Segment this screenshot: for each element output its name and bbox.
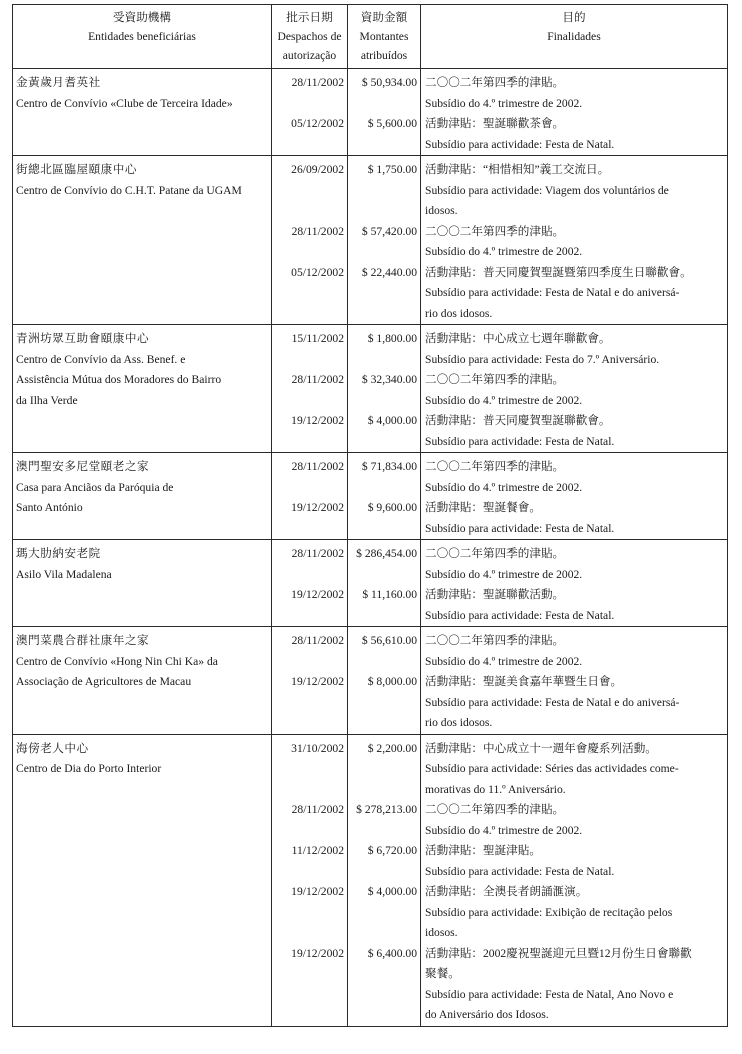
amount-value: $ 32,340.00 (361, 373, 417, 386)
purpose-pt: Subsídio para actividade: Festa do 7.º Aniversário. (425, 352, 660, 366)
purpose-cn: 活動津貼：普天同慶賀聖誕暨第四季度生日聯歡會。 (425, 265, 692, 279)
purpose-pt: idosos. (425, 926, 458, 939)
purpose-entry (421, 160, 727, 222)
entity-name-pt: Centro de Convívio da Ass. Benef. e (16, 352, 186, 366)
amount-value: $ 6,720.00 (367, 844, 417, 857)
purpose-pt: Subsídio para actividade: Festa de Natal. (425, 608, 615, 622)
amount-value: $ 278,213.00 (356, 803, 417, 816)
purpose-pt: Subsídio para actividade: Festa de Natal, Ano Novo e (425, 987, 674, 1001)
purpose-entry (421, 631, 727, 672)
purpose-pt: Subsídio para actividade: Viagem dos voluntários de (425, 183, 669, 197)
approval-date: 28/11/2002 (291, 76, 344, 89)
purpose-cn: 活動津貼：中心成立十一週年會慶系列活動。 (425, 741, 657, 755)
approval-date: 19/12/2002 (291, 675, 344, 688)
approval-date: 15/11/2002 (291, 332, 344, 345)
amount-cell (348, 453, 421, 540)
header-purposes (421, 5, 728, 69)
purpose-cn: 活動津貼：聖誕聯歡活動。 (425, 588, 565, 601)
amount-value: $ 71,834.00 (361, 460, 417, 473)
approval-date: 31/10/2002 (291, 741, 344, 755)
approval-date: 28/11/2002 (291, 634, 344, 647)
table-row (13, 325, 728, 453)
purpose-cn: 活動津貼：聖誕美食嘉年華暨生日會。 (425, 675, 623, 688)
header-amounts-pt1: Montantes (359, 30, 409, 43)
table-row (13, 627, 728, 735)
amount-cell (348, 325, 421, 453)
entity-name-pt: Casa para Anciãos da Paróquia de (16, 480, 174, 494)
entity-name-pt: Centro de Convívio «Clube de Terceira Idade» (16, 96, 233, 110)
approval-date: 28/11/2002 (291, 460, 344, 473)
approval-date: 28/11/2002 (291, 373, 344, 386)
entity-name-cn: 街總北區臨屋頤康中心 (16, 163, 137, 176)
entity-name-cn: 澳門菜農合群社康年之家 (16, 634, 150, 647)
header-amounts-cn: 資助金額 (360, 11, 408, 24)
date-cell (272, 325, 348, 453)
purpose-entry (421, 263, 727, 325)
entity-name-pt: Centro de Convívio do C.H.T. Patane da UGAM (16, 183, 242, 197)
approval-date: 05/12/2002 (291, 117, 344, 130)
purpose-cell (421, 325, 728, 453)
amount-value: $ 1,800.00 (367, 332, 417, 345)
amount-value: $ 50,934.00 (361, 76, 417, 89)
purpose-pt: do Aniversário dos Idosos. (425, 1008, 549, 1021)
purpose-cn: 活動津貼：“相惜相知”義工交流日。 (425, 163, 610, 176)
entity-name-pt: Centro de Dia do Porto Interior (16, 762, 162, 775)
purpose-pt: Subsídio do 4.º trimestre de 2002. (425, 567, 583, 581)
amount-cell (348, 627, 421, 735)
header-dates-pt2: autorização (282, 49, 337, 62)
approval-date: 19/12/2002 (291, 501, 344, 514)
approval-date: 05/12/2002 (291, 265, 344, 279)
purpose-entry (421, 739, 727, 801)
purpose-cn: 活動津貼：全澳長者朗誦滙演。 (425, 885, 588, 898)
purpose-entry (421, 498, 727, 539)
purpose-pt: Subsídio para actividade: Exibição de recitação pelos (425, 905, 673, 919)
purpose-cn: 活動津貼：普天同慶賀聖誕聯歡會。 (425, 414, 611, 427)
amount-cell (348, 734, 421, 1026)
table-header-row (13, 5, 728, 69)
header-amounts-pt2: atribuídos (360, 49, 408, 62)
purpose-entry (421, 800, 727, 841)
purpose-pt: Subsídio para actividade: Séries das actividades come- (425, 762, 679, 775)
purpose-cell (421, 734, 728, 1026)
amount-value: $ 4,000.00 (367, 885, 417, 898)
date-cell (272, 540, 348, 627)
approval-date: 19/12/2002 (291, 885, 344, 898)
date-cell (272, 453, 348, 540)
table-row (13, 540, 728, 627)
purpose-entry (421, 222, 727, 263)
header-amounts (348, 5, 421, 69)
amount-value: $ 6,400.00 (367, 946, 417, 960)
date-cell (272, 627, 348, 735)
purpose-pt: Subsídio para actividade: Festa de Natal e do aniversá- (425, 286, 680, 299)
purpose-pt: Subsídio para actividade: Festa de Natal. (425, 434, 615, 448)
purpose-cn: 二〇〇二年第四季的津貼。 (425, 373, 565, 386)
amount-value: $ 56,610.00 (361, 634, 417, 647)
purpose-pt: Subsídio para actividade: Festa de Natal. (425, 521, 615, 535)
date-cell (272, 734, 348, 1026)
approval-date: 19/12/2002 (291, 946, 344, 960)
entity-cell (13, 540, 272, 627)
table-row (13, 69, 728, 156)
entity-name-cn: 青洲坊眾互助會頤康中心 (16, 332, 150, 345)
entity-name-pt: Santo António (16, 501, 83, 514)
entity-name-pt: Associação de Agricultores de Macau (16, 675, 192, 688)
purpose-entry (421, 672, 727, 734)
approval-date: 26/09/2002 (291, 163, 344, 176)
purpose-cn: 活動津貼：2002慶祝聖誕迎元旦暨12月份生日會聯歡 (425, 946, 692, 960)
purpose-entry (421, 329, 727, 370)
purpose-entry (421, 411, 727, 452)
purpose-pt: rio dos idosos. (425, 716, 493, 729)
purpose-cn: 二〇〇二年第四季的津貼。 (425, 76, 565, 89)
date-cell (272, 156, 348, 325)
entity-cell (13, 453, 272, 540)
amount-value: $ 2,200.00 (367, 741, 417, 755)
approval-date: 19/12/2002 (291, 588, 344, 601)
purpose-pt: Subsídio do 4.º trimestre de 2002. (425, 393, 583, 407)
amount-value: $ 1,750.00 (367, 163, 417, 176)
purpose-pt: Subsídio para actividade: Festa de Natal. (425, 864, 615, 878)
purpose-pt: idosos. (425, 204, 458, 217)
purpose-entry (421, 544, 727, 585)
amount-cell (348, 156, 421, 325)
entity-name-cn: 海傍老人中心 (16, 741, 89, 755)
amount-value: $ 5,600.00 (367, 117, 417, 130)
header-entities-cn: 受資助機構 (113, 11, 171, 24)
entity-cell (13, 734, 272, 1026)
purpose-cell (421, 540, 728, 627)
amount-value: $ 22,440.00 (361, 265, 417, 279)
purpose-entry (421, 841, 727, 882)
header-dates (272, 5, 348, 69)
subsidy-table (12, 4, 728, 1027)
amount-cell (348, 69, 421, 156)
approval-date: 28/11/2002 (291, 547, 344, 560)
purpose-cn: 活動津貼：聖誕餐會。 (425, 501, 541, 514)
purpose-entry (421, 73, 727, 114)
entity-name-cn: 澳門聖安多尼堂頤老之家 (16, 460, 150, 473)
purpose-entry (421, 944, 727, 1026)
purpose-cell (421, 69, 728, 156)
amount-value: $ 9,600.00 (367, 501, 417, 514)
purpose-entry (421, 882, 727, 944)
entity-name-pt: Assistência Mútua dos Moradores do Bairro (16, 373, 222, 386)
purpose-cn-continued: 聚餐。 (425, 967, 460, 980)
purpose-entry (421, 585, 727, 626)
purpose-cn: 二〇〇二年第四季的津貼。 (425, 634, 565, 647)
purpose-cell (421, 156, 728, 325)
purpose-pt: rio dos idosos. (425, 306, 493, 320)
purpose-pt: Subsídio do 4.º trimestre de 2002. (425, 823, 583, 837)
header-entities-pt: Entidades beneficiárias (88, 30, 196, 43)
amount-value: $ 286,454.00 (356, 547, 417, 560)
entity-cell (13, 627, 272, 735)
purpose-pt: Subsídio para actividade: Festa de Natal. (425, 137, 615, 151)
header-purposes-cn: 目的 (562, 11, 586, 24)
table-row (13, 734, 728, 1026)
purpose-pt: Subsídio do 4.º trimestre de 2002. (425, 96, 583, 110)
purpose-pt: Subsídio do 4.º trimestre de 2002. (425, 480, 583, 494)
purpose-cn: 活動津貼：中心成立七週年聯歡會。 (425, 332, 611, 345)
purpose-cn: 二〇〇二年第四季的津貼。 (425, 224, 565, 238)
purpose-pt: morativas do 11.º Aniversário. (425, 782, 566, 796)
amount-value: $ 57,420.00 (361, 224, 417, 238)
amount-value: $ 4,000.00 (367, 414, 417, 427)
table-body (13, 69, 728, 1027)
entity-name-pt: da Ilha Verde (16, 393, 78, 407)
entity-name-pt: Asilo Vila Madalena (16, 567, 112, 581)
table-row (13, 453, 728, 540)
purpose-cn: 二〇〇二年第四季的津貼。 (425, 803, 565, 816)
entity-name-pt: Centro de Convívio «Hong Nin Chi Ka» da (16, 654, 218, 668)
entity-name-cn: 瑪大肋納安老院 (16, 547, 101, 560)
amount-cell (348, 540, 421, 627)
document-page (12, 4, 727, 1027)
purpose-entry (421, 114, 727, 155)
entity-name-cn: 金黃歲月耆英社 (16, 76, 101, 89)
purpose-cn: 活動津貼：聖誕聯歡茶會。 (425, 117, 565, 130)
purpose-cn: 活動津貼：聖誕津貼。 (425, 844, 541, 857)
purpose-cn: 二〇〇二年第四季的津貼。 (425, 460, 565, 473)
purpose-pt: Subsídio do 4.º trimestre de 2002. (425, 654, 583, 668)
approval-date: 28/11/2002 (291, 803, 344, 816)
purpose-pt: Subsídio do 4.º trimestre de 2002. (425, 245, 583, 258)
header-dates-cn: 批示日期 (286, 11, 333, 24)
amount-value: $ 11,160.00 (362, 588, 417, 601)
purpose-cn: 二〇〇二年第四季的津貼。 (425, 547, 565, 560)
entity-cell (13, 156, 272, 325)
entity-cell (13, 69, 272, 156)
amount-value: $ 8,000.00 (367, 675, 417, 688)
purpose-entry (421, 370, 727, 411)
header-entities (13, 5, 272, 69)
header-purposes-pt: Finalidades (547, 30, 601, 43)
approval-date: 11/12/2002 (291, 844, 344, 857)
purpose-pt: Subsídio para actividade: Festa de Natal e do aniversá- (425, 695, 680, 709)
entity-cell (13, 325, 272, 453)
purpose-cell (421, 453, 728, 540)
header-dates-pt1: Despachos de (277, 30, 342, 43)
approval-date: 19/12/2002 (291, 414, 344, 427)
table-row (13, 156, 728, 325)
date-cell (272, 69, 348, 156)
purpose-entry (421, 457, 727, 498)
approval-date: 28/11/2002 (291, 224, 344, 238)
purpose-cell (421, 627, 728, 735)
